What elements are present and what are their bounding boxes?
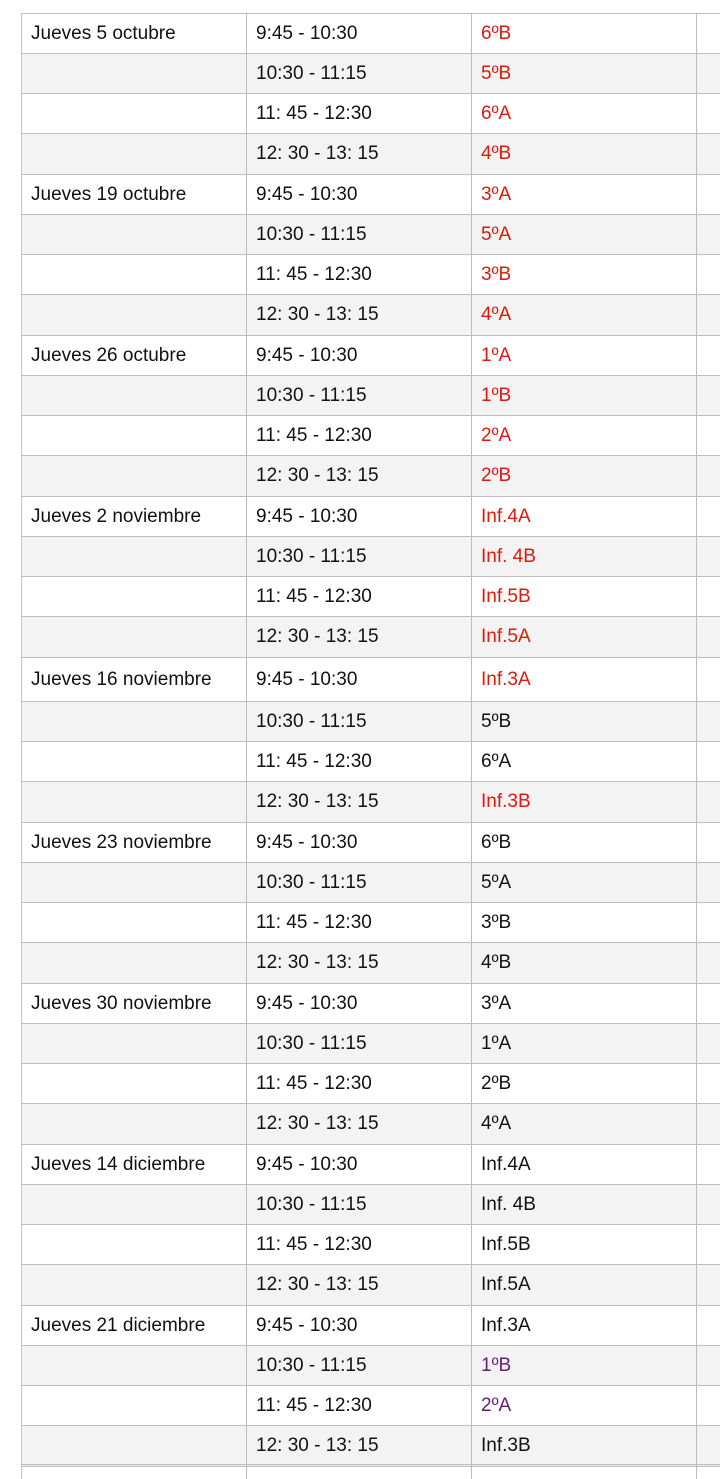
time-cell[interactable]: 12: 30 - 13: 15 (247, 943, 472, 984)
date-cell[interactable]: Jueves 2 noviembre (22, 497, 247, 537)
group-cell[interactable]: Inf.3B (472, 1426, 697, 1467)
date-cell[interactable] (22, 702, 247, 742)
schedule-table (21, 13, 720, 1467)
group-cell[interactable]: 4ºB (472, 943, 697, 984)
time-cell[interactable]: 12: 30 - 13: 15 (247, 134, 472, 175)
table-row (22, 54, 720, 94)
extra-cell[interactable] (697, 1265, 720, 1306)
group-cell[interactable]: 2ºA (472, 416, 697, 456)
extra-cell[interactable] (697, 94, 720, 134)
extra-cell[interactable] (697, 215, 720, 255)
group-cell[interactable]: Inf.3B (472, 782, 697, 823)
table-row (22, 658, 720, 702)
time-cell[interactable]: 9:45 - 10:30 (247, 175, 472, 215)
group-cell[interactable]: 1ºA (472, 1024, 697, 1064)
table-row (22, 376, 720, 416)
extra-cell[interactable] (697, 134, 720, 175)
schedule-body (22, 14, 720, 1467)
time-cell[interactable]: 10:30 - 11:15 (247, 1346, 472, 1386)
group-cell[interactable]: 4ºA (472, 295, 697, 336)
extra-cell[interactable] (697, 782, 720, 823)
table-row (22, 456, 720, 497)
extra-cell[interactable] (697, 456, 720, 497)
table-row (22, 577, 720, 617)
table-row (22, 1386, 720, 1426)
date-cell[interactable]: Jueves 21 diciembre (22, 1306, 247, 1346)
group-cell[interactable]: Inf.4A (472, 497, 697, 537)
extra-cell[interactable] (697, 1225, 720, 1265)
time-cell[interactable]: 11: 45 - 12:30 (247, 255, 472, 295)
time-cell[interactable]: 12: 30 - 13: 15 (247, 1426, 472, 1467)
table-row (22, 1145, 720, 1185)
date-cell[interactable]: Jueves 14 diciembre (22, 1145, 247, 1185)
table-row (22, 1265, 720, 1306)
extra-cell[interactable] (697, 984, 720, 1024)
table-row (22, 1064, 720, 1104)
extra-cell[interactable] (697, 336, 720, 376)
date-cell[interactable] (22, 537, 247, 577)
table-row (22, 903, 720, 943)
table-row (22, 1024, 720, 1064)
table-row (22, 295, 720, 336)
extra-cell[interactable] (697, 1185, 720, 1225)
time-cell[interactable]: 9:45 - 10:30 (247, 1306, 472, 1346)
group-cell[interactable]: 1ºB (472, 1346, 697, 1386)
time-cell[interactable]: 9:45 - 10:30 (247, 1145, 472, 1185)
date-cell[interactable] (22, 903, 247, 943)
extra-cell[interactable] (697, 1306, 720, 1346)
extra-cell[interactable] (697, 577, 720, 617)
schedule-sheet (21, 13, 720, 1467)
table-row (22, 497, 720, 537)
group-cell[interactable]: 5ºA (472, 863, 697, 903)
group-cell[interactable]: Inf.3A (472, 1306, 697, 1346)
group-cell[interactable]: 2ºA (472, 1386, 697, 1426)
extra-cell[interactable] (697, 1426, 720, 1467)
group-cell[interactable]: 3ºA (472, 984, 697, 1024)
extra-cell[interactable] (697, 742, 720, 782)
time-cell[interactable]: 10:30 - 11:15 (247, 54, 472, 94)
extra-cell[interactable] (697, 943, 720, 984)
date-cell[interactable] (22, 943, 247, 984)
extra-cell[interactable] (697, 295, 720, 336)
table-row (22, 943, 720, 984)
time-cell[interactable]: 11: 45 - 12:30 (247, 1386, 472, 1426)
table-row (22, 537, 720, 577)
time-cell[interactable]: 10:30 - 11:15 (247, 376, 472, 416)
date-cell[interactable] (22, 617, 247, 658)
table-row (22, 984, 720, 1024)
time-cell[interactable]: 10:30 - 11:15 (247, 702, 472, 742)
group-cell[interactable]: 2ºB (472, 1064, 697, 1104)
time-cell[interactable]: 9:45 - 10:30 (247, 497, 472, 537)
extra-cell[interactable] (697, 702, 720, 742)
extra-cell[interactable] (697, 376, 720, 416)
group-cell[interactable]: 6ºA (472, 742, 697, 782)
time-cell[interactable]: 9:45 - 10:30 (247, 658, 472, 702)
group-cell[interactable]: 1ºB (472, 376, 697, 416)
date-cell[interactable]: Jueves 5 octubre (22, 14, 247, 54)
time-cell[interactable]: 11: 45 - 12:30 (247, 742, 472, 782)
table-row (22, 863, 720, 903)
time-cell[interactable]: 9:45 - 10:30 (247, 823, 472, 863)
table-row (22, 175, 720, 215)
group-cell[interactable]: 3ºA (472, 175, 697, 215)
table-row (22, 1185, 720, 1225)
time-cell[interactable]: 12: 30 - 13: 15 (247, 1265, 472, 1306)
group-cell[interactable]: Inf.5A (472, 617, 697, 658)
group-cell[interactable]: 4ºA (472, 1104, 697, 1145)
table-row (22, 1346, 720, 1386)
time-cell[interactable]: 12: 30 - 13: 15 (247, 295, 472, 336)
extra-cell[interactable] (697, 497, 720, 537)
extra-cell[interactable] (697, 416, 720, 456)
table-row (22, 742, 720, 782)
group-cell[interactable]: 5ºB (472, 54, 697, 94)
date-cell[interactable]: Jueves 26 octubre (22, 336, 247, 376)
table-row (22, 255, 720, 295)
time-cell[interactable]: 10:30 - 11:15 (247, 863, 472, 903)
date-cell[interactable] (22, 1225, 247, 1265)
group-cell[interactable]: Inf.5B (472, 1225, 697, 1265)
group-cell[interactable]: Inf.5B (472, 577, 697, 617)
time-cell[interactable]: 11: 45 - 12:30 (247, 1064, 472, 1104)
date-cell[interactable] (22, 1185, 247, 1225)
date-cell[interactable] (22, 54, 247, 94)
table-row (22, 1104, 720, 1145)
date-cell[interactable] (22, 1426, 247, 1467)
date-cell[interactable] (22, 1265, 247, 1306)
group-cell[interactable]: 2ºB (472, 456, 697, 497)
group-cell[interactable]: 6ºB (472, 14, 697, 54)
group-cell[interactable]: 5ºA (472, 215, 697, 255)
time-cell[interactable]: 11: 45 - 12:30 (247, 94, 472, 134)
date-cell[interactable] (22, 1064, 247, 1104)
extra-cell[interactable] (697, 255, 720, 295)
extra-cell[interactable] (697, 1386, 720, 1426)
time-cell[interactable]: 10:30 - 11:15 (247, 1024, 472, 1064)
extra-cell[interactable] (697, 1104, 720, 1145)
time-cell[interactable]: 9:45 - 10:30 (247, 14, 472, 54)
extra-cell[interactable] (697, 54, 720, 94)
date-cell[interactable] (22, 215, 247, 255)
extra-cell[interactable] (697, 658, 720, 702)
extra-cell[interactable] (697, 1346, 720, 1386)
date-cell[interactable] (22, 1386, 247, 1426)
date-cell[interactable]: Jueves 16 noviembre (22, 658, 247, 702)
group-cell[interactable]: 3ºB (472, 903, 697, 943)
table-row (22, 14, 720, 54)
time-cell[interactable]: 10:30 - 11:15 (247, 537, 472, 577)
date-cell[interactable] (22, 134, 247, 175)
date-cell[interactable]: Jueves 23 noviembre (22, 823, 247, 863)
date-cell[interactable] (22, 1346, 247, 1386)
time-cell[interactable]: 9:45 - 10:30 (247, 336, 472, 376)
date-cell[interactable] (22, 1104, 247, 1145)
extra-cell[interactable] (697, 903, 720, 943)
date-cell[interactable] (22, 456, 247, 497)
extra-cell[interactable] (697, 1024, 720, 1064)
extra-cell[interactable] (697, 823, 720, 863)
date-cell[interactable] (22, 376, 247, 416)
table-row (22, 782, 720, 823)
date-cell[interactable]: Jueves 30 noviembre (22, 984, 247, 1024)
extra-cell[interactable] (697, 537, 720, 577)
date-cell[interactable] (22, 255, 247, 295)
group-cell[interactable]: 5ºB (472, 702, 697, 742)
date-cell[interactable] (22, 782, 247, 823)
group-cell[interactable]: Inf.3A (472, 658, 697, 702)
table-row (22, 336, 720, 376)
date-cell[interactable] (22, 1024, 247, 1064)
group-cell[interactable]: 3ºB (472, 255, 697, 295)
date-cell[interactable] (22, 577, 247, 617)
table-row (22, 702, 720, 742)
group-cell[interactable]: 6ºB (472, 823, 697, 863)
group-cell[interactable]: 1ºA (472, 336, 697, 376)
next-row-partial (21, 1464, 720, 1479)
table-row (22, 134, 720, 175)
time-cell[interactable]: 12: 30 - 13: 15 (247, 617, 472, 658)
group-cell[interactable]: Inf.4A (472, 1145, 697, 1185)
date-cell[interactable] (22, 416, 247, 456)
table-row (22, 617, 720, 658)
extra-cell[interactable] (697, 175, 720, 215)
extra-cell[interactable] (697, 1064, 720, 1104)
extra-cell[interactable] (697, 863, 720, 903)
group-cell[interactable]: Inf.5A (472, 1265, 697, 1306)
time-cell[interactable]: 12: 30 - 13: 15 (247, 1104, 472, 1145)
time-cell[interactable]: 10:30 - 11:15 (247, 1185, 472, 1225)
date-cell[interactable] (22, 863, 247, 903)
extra-cell[interactable] (697, 617, 720, 658)
time-cell[interactable]: 12: 30 - 13: 15 (247, 782, 472, 823)
extra-cell[interactable] (697, 1145, 720, 1185)
date-cell[interactable]: Jueves 19 octubre (22, 175, 247, 215)
time-cell[interactable]: 10:30 - 11:15 (247, 215, 472, 255)
group-cell[interactable]: Inf. 4B (472, 1185, 697, 1225)
table-row (22, 823, 720, 863)
table-row (22, 1426, 720, 1467)
table-row (22, 1225, 720, 1265)
table-row (22, 215, 720, 255)
time-cell[interactable]: 11: 45 - 12:30 (247, 1225, 472, 1265)
group-cell[interactable]: Inf. 4B (472, 537, 697, 577)
time-cell[interactable]: 12: 30 - 13: 15 (247, 456, 472, 497)
table-row (22, 1306, 720, 1346)
time-cell[interactable]: 9:45 - 10:30 (247, 984, 472, 1024)
table-row (22, 94, 720, 134)
table-row (22, 416, 720, 456)
time-cell[interactable]: 11: 45 - 12:30 (247, 577, 472, 617)
date-cell[interactable] (22, 742, 247, 782)
group-cell[interactable]: 4ºB (472, 134, 697, 175)
extra-cell[interactable] (697, 14, 720, 54)
time-cell[interactable]: 11: 45 - 12:30 (247, 416, 472, 456)
group-cell[interactable]: 6ºA (472, 94, 697, 134)
time-cell[interactable]: 11: 45 - 12:30 (247, 903, 472, 943)
date-cell[interactable] (22, 295, 247, 336)
date-cell[interactable] (22, 94, 247, 134)
